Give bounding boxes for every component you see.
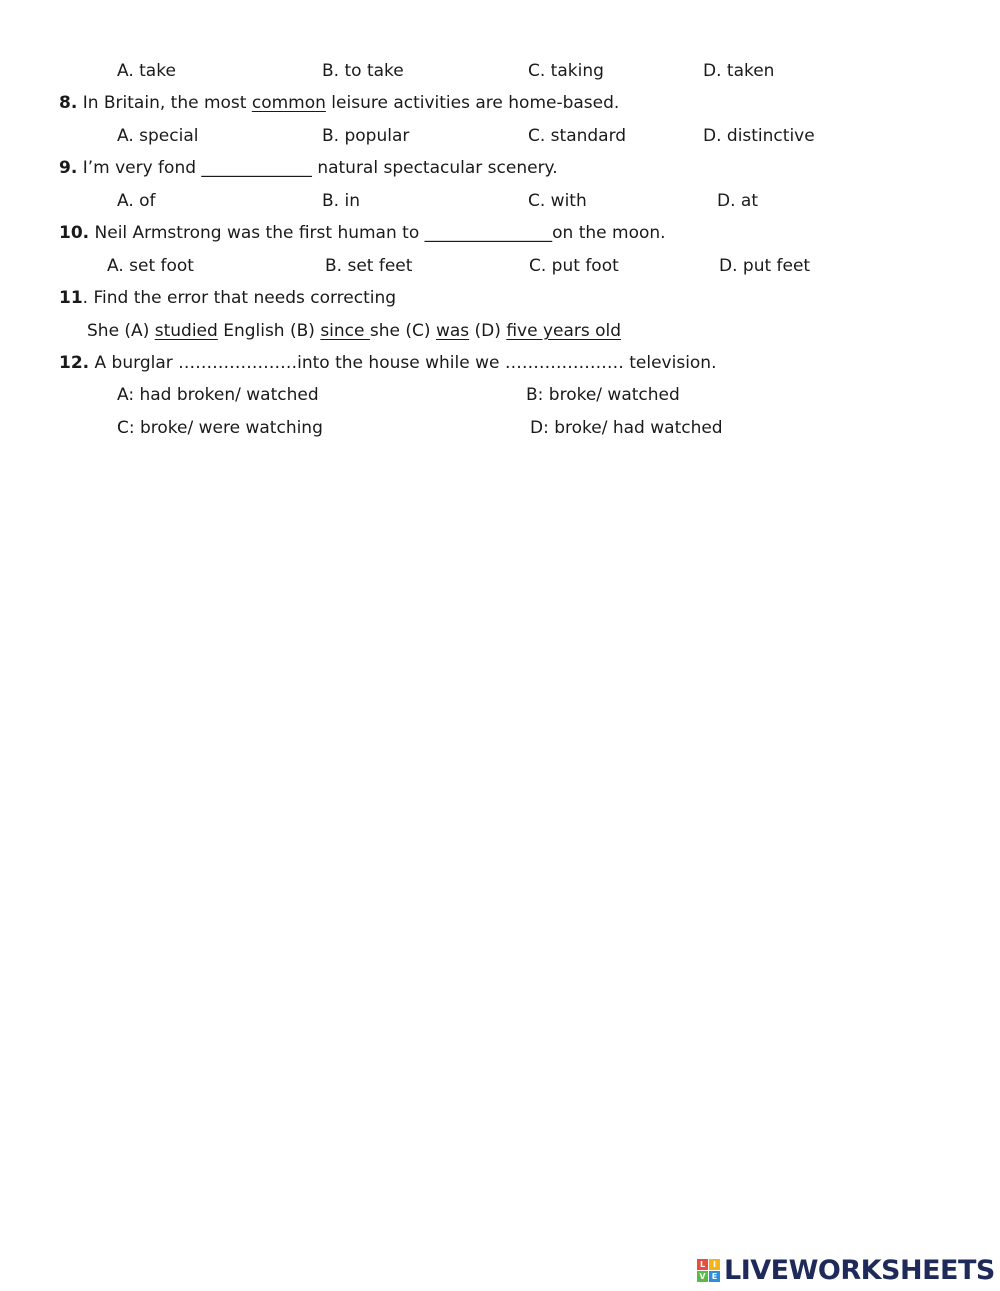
q10-question [59, 223, 666, 243]
q9-option-a[interactable]: A. of [117, 191, 156, 211]
q12-text: A burglar …………………into the house while we ………………… television. [89, 353, 717, 373]
q8-option-a[interactable]: A. special [117, 126, 199, 146]
q8-option-d[interactable]: D. distinctive [703, 126, 815, 146]
q11-error-choice-d[interactable]: five years old [506, 321, 622, 341]
q8-text-before: In Britain, the most [77, 93, 252, 113]
q10-option-a[interactable]: A. set foot [107, 256, 194, 276]
q11-part-1: She (A) [87, 321, 155, 341]
q11-question [59, 288, 396, 308]
q12-number: 12. [59, 353, 90, 373]
q11-error-choice-c[interactable]: was [435, 321, 470, 341]
logo-block-i: I [709, 1259, 720, 1270]
q9-option-d[interactable]: D. at [717, 191, 758, 211]
liveworksheets-logo[interactable] [697, 1256, 995, 1284]
q8-text-after: leisure activities are home-based. [325, 93, 620, 113]
q8-number: 8. [59, 93, 78, 113]
logo-block-v: V [697, 1271, 708, 1282]
q12-option-b[interactable]: B: broke/ watched [526, 385, 680, 405]
logo-block-e: E [709, 1271, 720, 1282]
q12-option-d[interactable]: D: broke/ had watched [530, 418, 723, 438]
q10-option-b[interactable]: B. set feet [325, 256, 413, 276]
q11-text: . Find the error that needs correcting [82, 288, 397, 308]
q9-option-b[interactable]: B. in [322, 191, 360, 211]
q12-option-a[interactable]: A: had broken/ watched [117, 385, 319, 405]
q8-option-b[interactable]: B. popular [322, 126, 410, 146]
q12-question [59, 353, 717, 373]
q10-text: Neil Armstrong was the first human to _______________on the moon. [89, 223, 666, 243]
q11-part-3: she (C) [369, 321, 436, 341]
q8-underlined-word: common [251, 93, 326, 113]
logo-block-l: L [697, 1259, 708, 1270]
q9-number: 9. [59, 158, 78, 178]
q9-option-c[interactable]: C. with [528, 191, 587, 211]
q7-option-d[interactable]: D. taken [703, 61, 775, 81]
q11-error-choice-a[interactable]: studied [154, 321, 218, 341]
q8-question [59, 93, 619, 113]
q11-part-2: English (B) [217, 321, 321, 341]
q11-number: 11 [59, 288, 83, 308]
q11-part-4: (D) [469, 321, 507, 341]
q7-option-b[interactable]: B. to take [322, 61, 404, 81]
q12-option-c[interactable]: C: broke/ were watching [117, 418, 323, 438]
q9-question [59, 158, 558, 178]
logo-blocks-icon [697, 1259, 720, 1282]
q7-option-c[interactable]: C. taking [528, 61, 604, 81]
q10-number: 10. [59, 223, 90, 243]
q10-option-d[interactable]: D. put feet [719, 256, 811, 276]
q11-error-choice-b[interactable]: since [320, 321, 370, 341]
logo-text: LIVEWORKSHEETS [724, 1254, 995, 1286]
q7-option-a[interactable]: A. take [117, 61, 176, 81]
q8-option-c[interactable]: C. standard [528, 126, 627, 146]
q10-option-c[interactable]: C. put foot [529, 256, 619, 276]
q11-sentence [87, 321, 621, 341]
q9-text: I’m very fond _____________ natural spectacular scenery. [77, 158, 558, 178]
